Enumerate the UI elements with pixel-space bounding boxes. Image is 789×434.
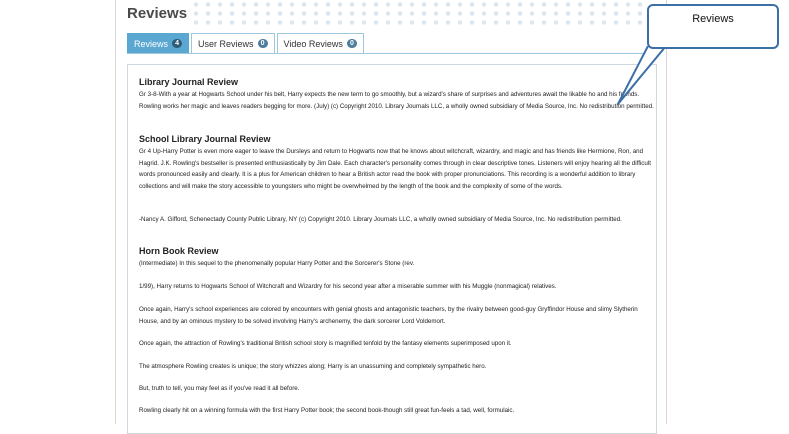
annotation-callout-label: Reviews — [692, 13, 734, 25]
school-library-journal-review-title: School Library Journal Review — [139, 134, 271, 144]
tab-reviews-count-badge: 4 — [172, 39, 182, 48]
tab-video-reviews-count-badge: 0 — [347, 39, 357, 48]
callout-pointer — [610, 46, 685, 106]
annotation-callout — [647, 4, 779, 49]
horn-book-review-title: Horn Book Review — [139, 246, 219, 256]
tab-reviews[interactable] — [127, 33, 189, 53]
tab-user-reviews-label: User Reviews — [198, 38, 254, 49]
tab-underline — [127, 53, 657, 54]
horn-book-review-para-4: Once again, the attraction of Rowling's traditional British school story is magnified tenfold by the fantasy elements superimposed upon it. — [139, 340, 512, 347]
horn-book-review-para-7: Rowling clearly hit on a winning formula with the first Harry Potter book; the second book-though still great fun-feels a tad, well, formulaic. — [139, 407, 515, 414]
horn-book-review-para-6: But, truth to tell, you may feel as if you've read it all before. — [139, 385, 300, 392]
school-library-journal-review-credit: -Nancy A. Gifford, Schenectady County Public Library, NY (c) Copyright 2010. Library Journals LLC, a wholly owned subsidiary of Media Source, Inc. No redistribution permitted. — [139, 216, 622, 223]
school-library-journal-review-text: Gr 4 Up-Harry Potter is even more eager to leave the Dursleys and return to Hogwarts now that he knows about witchcraft, wizardry, and magic and has friends like Hermione, Ron, and Hagrid. J.K. Rowling's bestseller is presented enthusiastically by Jim Dale. Each character's personality comes through in clear descriptive tones. Listeners will enjoy hearing all the difficult words pronounced easily and clearly. It is a plus for American children to hear a British actor read the book with proper pronunciations. This recording is a wonderful addition to library collections and will make the story accessible to youngsters who might be overwhelmed by the length of the book and the complexity of some of the words. — [139, 148, 651, 190]
horn-book-review-para-3: Once again, Harry's school experiences are colored by encounters with genial ghosts and antagonistic teachers, by the rivalry between good-guy Gryffindor House and slimy Slytherin House, and by an ominous mystery to be solved involving Harry's archenemy, the dark sorcerer Lord Voldemort. — [139, 306, 638, 325]
tab-video-reviews[interactable] — [277, 33, 364, 53]
page-title: Reviews — [127, 5, 188, 22]
horn-book-review-para-5: The atmosphere Rowling creates is unique; the story whizzes along; Harry is an unassuming and completely sympathetic hero. — [139, 363, 487, 370]
library-journal-review-title: Library Journal Review — [139, 77, 239, 87]
horn-book-review-intro: (Intermediate) In this sequel to the phenomenally popular Harry Potter and the Sorcerer's Stone (rev. — [139, 260, 415, 267]
review-tabs — [127, 33, 366, 54]
tab-user-reviews[interactable] — [191, 33, 275, 53]
horn-book-review-para-2: 1/99), Harry returns to Hogwarts School of Witchcraft and Wizardry for his second year after a miserable summer with his Muggle (nonmagical) relatives. — [139, 283, 557, 290]
tab-video-reviews-label: Video Reviews — [283, 38, 343, 49]
tab-reviews-label: Reviews — [134, 38, 169, 49]
tab-user-reviews-count-badge: 0 — [258, 39, 268, 48]
dotted-header-decoration — [190, 0, 645, 27]
library-journal-review-text: Gr 3-8-With a year at Hogwarts School under his belt, Harry expects the new term to go smoothly, but a wizard's share of surprises and adventures await the likable ho and his friends. Rowling works her magic and leaves readers begging for more. (July) (c) Copyright 2010. Library Journals LLC, a wholly owned subsidiary of Media Source, Inc. No redistribution permitted. — [139, 91, 654, 110]
